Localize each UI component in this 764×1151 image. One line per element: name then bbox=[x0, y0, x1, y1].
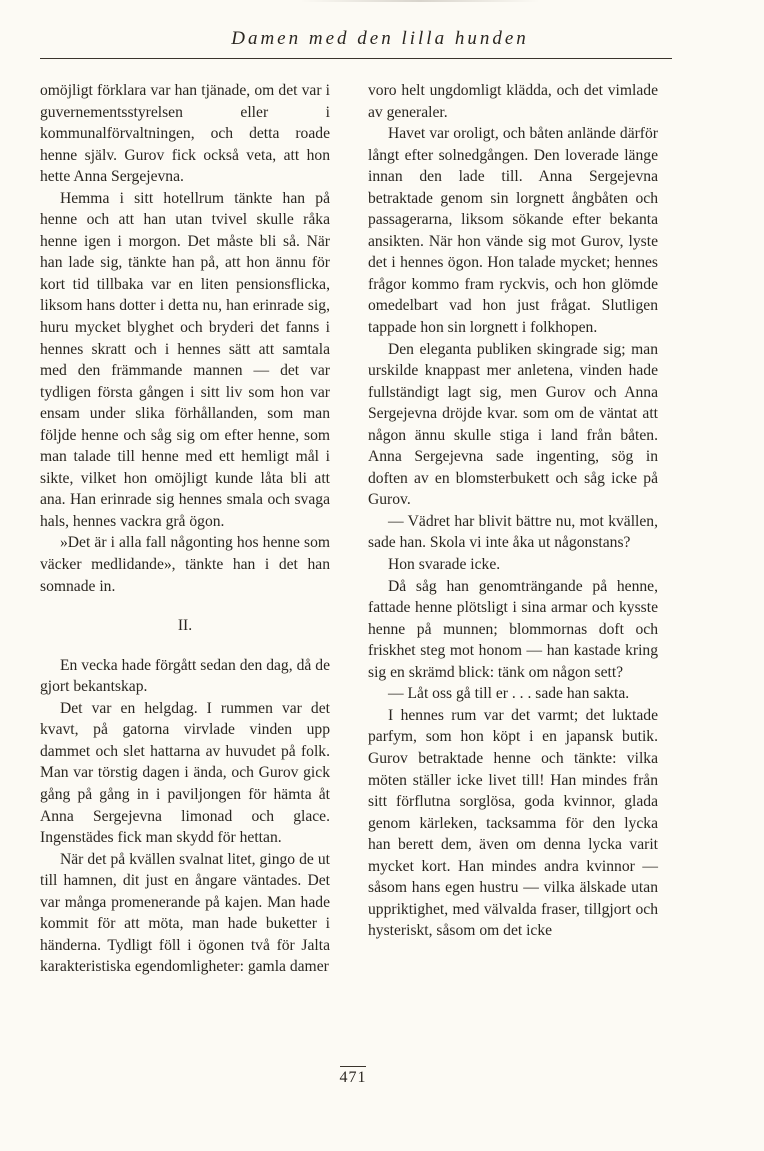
paragraph: Hon svarade icke. bbox=[388, 556, 501, 574]
footer-rule bbox=[340, 1066, 366, 1067]
page-number: 471 bbox=[339, 1069, 367, 1086]
header-rule bbox=[40, 58, 672, 59]
paragraph: — Låt oss gå till er . . . sade han sakta. bbox=[388, 685, 630, 703]
paragraph: — Vädret har blivit bättre nu, mot kvällen, sade han. Skola vi inte åka ut någonstans? bbox=[368, 512, 658, 552]
paragraph: Det var en helgdag. I rummen var det kvavt, på gatorna virvlade vinden upp dammet och slet hattarna av huvudet på folk. Man var törstig dagen i ända, och Gurov gick gång på gång in i paviljongen för hämta åt Anna Sergejevna limonad och glace. Ingenstädes fick man skydd för hettan. bbox=[40, 699, 330, 847]
paragraph: voro helt ungdomligt klädda, och det vimlade av generaler. bbox=[368, 82, 658, 121]
paragraph: »Det är i alla fall någonting hos henne som väcker medlidande», tänkte han i det han somnade in. bbox=[40, 534, 330, 595]
paragraph: omöjligt förklara var han tjänade, om det var i guvernementsstyrelsen eller i kommunalförvaltningen, och detta roade henne själv. Gurov fick också veta, att hon hette Anna Sergejevna. bbox=[40, 82, 330, 186]
section-heading: II. bbox=[177, 617, 193, 635]
right-column bbox=[368, 80, 658, 942]
paragraph: En vecka hade förgått sedan den dag, då de gjort bekantskap. bbox=[40, 656, 330, 696]
left-column bbox=[40, 80, 330, 978]
paragraph: Då såg han genomträngande på henne, fattade henne plötsligt i sina armar och kysste henne på munnen; blommornas doft och friskhet steg mot honom — han kastade kring sig en skrämd blick: tänk om någon sett? bbox=[368, 577, 658, 681]
paragraph: Havet var oroligt, och båten anlände därför långt efter solnedgången. Den loverade länge innan den lade till. Anna Sergejevna betraktade genom sin lorgnett ångbåten och passagerarna, liksom sökande efter bekanta ansikten. När hon vände sig mot Gurov, lyste det i hennes ögon. Hon talade mycket; hennes frågor kommo fram ryckvis, och hon glömde omedelbart vad hon just frågat. Slutligen tappade hon sin lorgnett i folkhopen. bbox=[368, 125, 658, 337]
paragraph: När det på kvällen svalnat litet, gingo de ut till hamnen, dit just en ångare väntades. Det var många promenerande på kajen. Man hade kommit för att möta, man hade buketter i händerna. Tydligt föll i ögonen två för Jalta karakteristiska egendomligheter: gamla damer bbox=[40, 850, 330, 976]
paragraph: I hennes rum var det varmt; det luktade parfym, som hon köpt i en japansk butik. Gurov betraktade henne och tänkte: vilka möten ställer icke livet till! Han mindes från sitt förflutna sorglösa, goda kvinnor, glada genom kärleken, tacksamma för den lycka han berett dem, även om denna lycka varit mycket kort. Han mindes andra kvinnor — såsom hans egen hustru — vilka älskade utan uppriktighet, med välvalda fraser, tillgjort och hysteriskt, såsom om det icke bbox=[368, 706, 658, 940]
scan-edge-mark bbox=[300, 0, 540, 2]
running-head: Damen med den lilla hunden bbox=[231, 28, 529, 49]
paragraph: Den eleganta publiken skingrade sig; man urskilde knappast mer anletena, vinden hade fullständigt lagt sig, men Gurov och Anna Sergejevna dröjde kvar. som om de väntat att någon ännu skulle stiga i land från båten. Anna Sergejevna sade ingenting, sög in doften av en blomsterbukett och såg icke på Gurov. bbox=[368, 340, 658, 509]
paragraph: Hemma i sitt hotellrum tänkte han på henne och att han utan tvivel skulle råka henne igen i morgon. Det måste bli så. När han lade sig, tänkte han på, att hon ännu för kort tid tillbaka var en liten pensionsflicka, liksom hans dotter i detta nu, han erinrade sig, huru mycket blyghet och bryderi det fanns i hennes skratt och i hennes sätt att samtala med den främmande mannen — det var tydligen första gången i sitt liv som hon var ensam under slika förhållanden, som man följde henne och såg sig om efter henne, som man talade till henne med ett hemligt mål i sikte, vilket hon omöjligt kunde låta bli att ana. Han erinrade sig hennes smala och svaga hals, hennes vackra grå ögon. bbox=[40, 189, 330, 530]
